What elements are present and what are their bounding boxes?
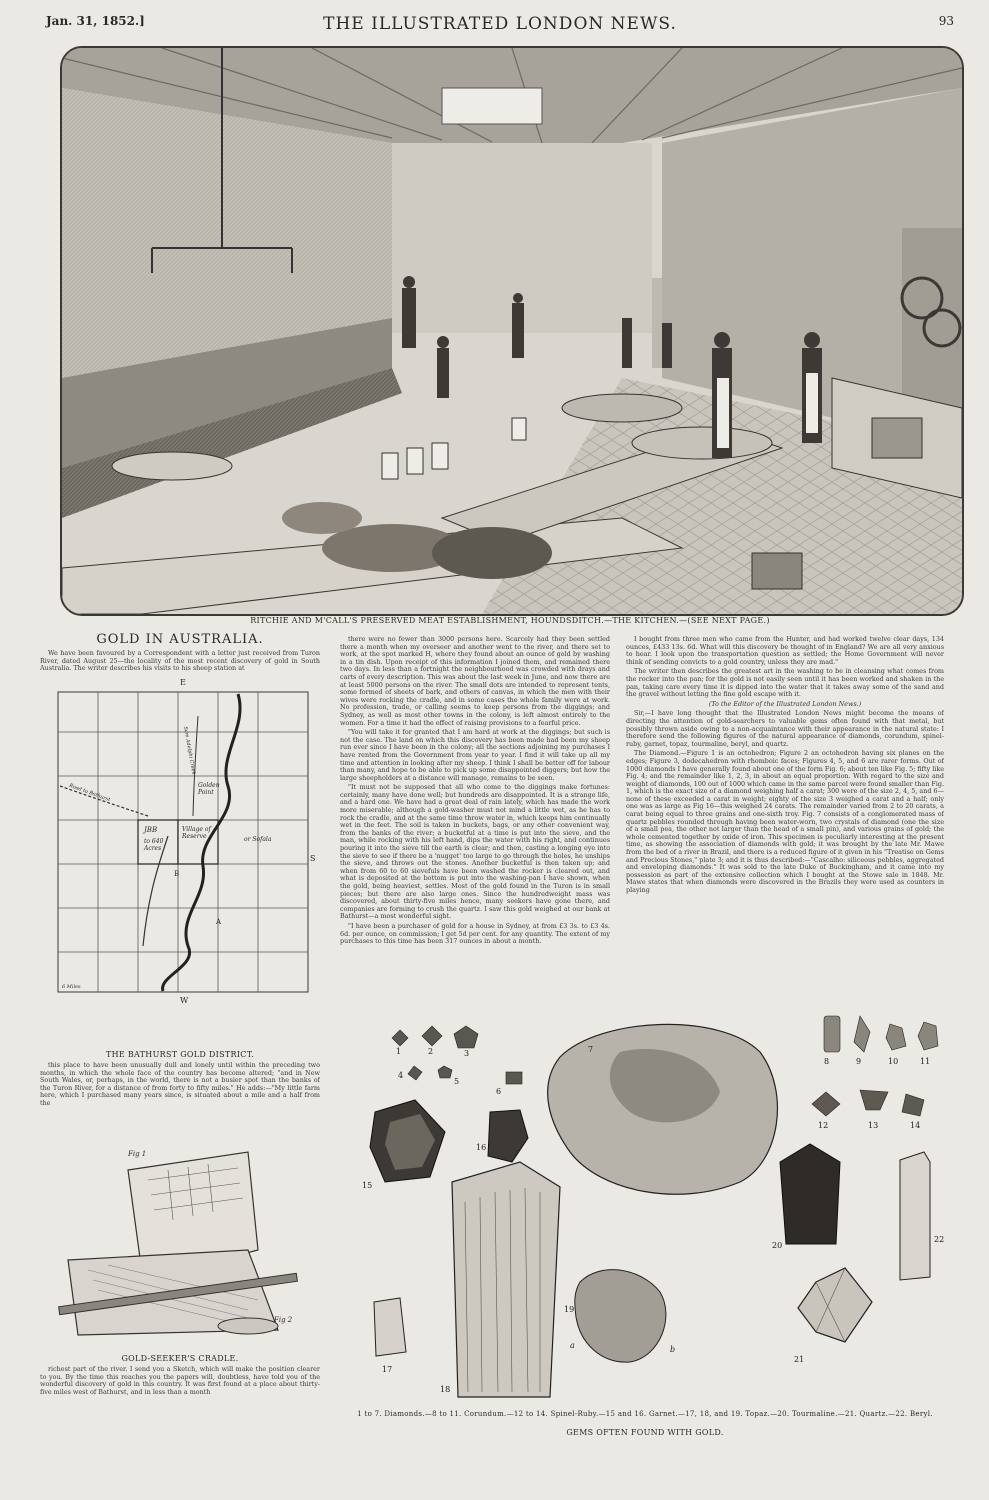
map-point-a: A <box>216 918 222 926</box>
gem-letter-label: a <box>570 1341 575 1350</box>
kitchen-engraving <box>60 46 964 616</box>
gem-spinel-13 <box>860 1090 888 1110</box>
gem-number-label: 21 <box>794 1355 805 1364</box>
bottom-paragraph: richest part of the river. I send you a Sketch, which will make the position clearer to you. By the time this reaches you the papers will, doubtless, have told you of the wonderful discovery of gold in this country. It was first found at a place about thirty-five miles west of Bathurst, and in less than a month <box>40 1366 320 1396</box>
gem-spinel-12 <box>812 1092 840 1116</box>
gem-diamond-4 <box>408 1066 422 1080</box>
gem-beryl-22 <box>900 1152 930 1280</box>
gem-number-label: 17 <box>382 1365 393 1374</box>
map-scale: 6 Miles <box>62 984 81 990</box>
gem-number-label: 4 <box>398 1071 404 1080</box>
gem-number-label: 19 <box>564 1305 575 1314</box>
gem-number-label: 11 <box>920 1057 931 1066</box>
map-road-label: Road to Bathurst <box>68 782 111 804</box>
masthead <box>40 14 960 40</box>
bathurst-map <box>48 678 316 1006</box>
article-heading: GOLD IN AUSTRALIA. <box>96 632 264 647</box>
column-3-paragraph: The Diamond.—Figure 1 is an octohedron; Figure 2 an octohedron having six planes on the edges; Figure 3, dodecahedron with rhomboic faces; Figures 4, 5, and 6 are rarer forms. Out of 1000 diamonds I have generally found about one of the form Fig. 6; about ten like Fig. 5; fifty like Fig. 4; and the remainder like 1, 2, 3, in about an equal proportion. With regard to the size and weight of diamonds, 100 out of 1000 which came in the same parcel were found smaller than Fig. 1, which is the exact size of a diamond weighing half a carat; 300 were of the size 2, 4, 5, and 6—none of these exceeded a carat in weight; eighty of the size 3 weighed a carat and a half; only one was as large as Fig 16—this weighed 24 carats. The remainder varied from 2 to 20 carats, a carat being equal to three grains and one-sixth troy. Fig. 7 consists of a conglomerated mass of quartz pebbles rounded through having been water-worn, two crystals of diamond (one the size of a small pea, the other not larger than the head of a small pin), and various grains of gold; the whole cemented together by oxide of iron. This specimen is peculiarly interesting at the present time, as showing the association of diamonds with gold; it was brought by the late Mr. Mawe from the bed of a river in Brazil, and there is a reduced figure of it given in his "Treatise on Gems and Precious Stones," plate 3; and it is thus described:—"Cascalho: siliceous pebbles, aggregated and enveloping diamonds." It was sold to the late Duke of Buckingham, and it came into my possession as part of the extensive collection which I bought at the Stowe sale in 1848. Mr. Mawe states that when diamonds were discovered in the Brazils they were used as counters in playing <box>626 749 944 894</box>
gem-number-label: 20 <box>772 1241 783 1250</box>
gem-number-label: 1 <box>396 1047 402 1056</box>
page-number: 93 <box>938 14 954 28</box>
gem-number-label: 15 <box>362 1181 373 1190</box>
intro-paragraph: We have been favoured by a Correspondent with a letter just received from Turon River, dated August 25—the locality of the most recent discovery of gold in South Australia. The writer describes his visits to his sheep station at <box>40 650 320 673</box>
gem-topaz-18 <box>452 1162 560 1397</box>
gem-diamond-2 <box>422 1026 442 1046</box>
cradle-fig-1-label: Fig 1 <box>128 1150 147 1158</box>
gem-number-label: 3 <box>464 1049 470 1058</box>
gem-number-label: 7 <box>588 1045 594 1054</box>
kitchen-caption: RITCHIE AND M'CALL'S PRESERVED MEAT ESTABLISHMENT, HOUNDSDITCH.—THE KITCHEN.—(SEE NEXT PAGE.) <box>250 616 770 625</box>
gem-diamond-1 <box>392 1030 408 1046</box>
newspaper-title: THE ILLUSTRATED LONDON NEWS. <box>323 14 677 34</box>
gem-corundum-10 <box>886 1024 906 1050</box>
gem-topaz-17 <box>374 1298 406 1356</box>
gem-number-label: 9 <box>856 1057 862 1066</box>
map-point-b: B <box>174 870 180 878</box>
gem-diamond-6 <box>506 1072 522 1084</box>
cradle-fig-2-label: Fig 2 <box>274 1316 293 1324</box>
gem-letter-label: b <box>670 1345 676 1354</box>
cradle-figure <box>48 1140 316 1350</box>
column-1-bottom <box>40 1366 320 1420</box>
column-2-paragraph: "I have been a purchaser of gold for a house in Sydney, at from £3 3s. to £3 4s. 6d. per ounce, on commission; I get 5d per cent. for any quantity. The extent of my purchases to this time has been 317 ounces in about a month. <box>340 921 610 946</box>
gem-corundum-8 <box>824 1016 840 1052</box>
map-golden-point: Golden Point <box>198 782 220 796</box>
map-east-label: S <box>310 854 316 863</box>
map-caption: THE BATHURST GOLD DISTRICT. <box>105 1050 255 1059</box>
gem-spinel-14 <box>902 1094 924 1116</box>
gem-corundum-11 <box>918 1022 938 1050</box>
gems-illustration <box>340 1012 950 1407</box>
map-north-label: E <box>180 678 186 687</box>
gem-diamond-3 <box>454 1026 478 1048</box>
cradle-caption: GOLD-SEEKER'S CRADLE. <box>121 1354 239 1363</box>
column-3 <box>626 636 944 1008</box>
map-village-label: Village of Reserve <box>182 826 211 840</box>
gem-number-label: 12 <box>818 1121 829 1130</box>
middle-paragraph: this place to have been unusually dull and lonely until within the preceding two months, in which the whole face of the country has become altered; "and in New South Wales, or, perhaps, in the world, there is not a busier spot than the banks of the Turon River, for a distance of from forty to fifty miles." He adds:—"My little farm here, which I purchased many years since, is situated about a mile and a half from the <box>40 1062 320 1107</box>
column-2 <box>340 636 610 1008</box>
gem-quartz-21 <box>798 1268 872 1342</box>
gem-number-label: 10 <box>888 1057 899 1066</box>
gems-caption: GEMS OFTEN FOUND WITH GOLD. <box>566 1428 724 1437</box>
gem-corundum-9 <box>854 1016 870 1052</box>
gem-tourmaline-20 <box>780 1144 840 1244</box>
column-1-middle <box>40 1062 320 1124</box>
column-2-paragraph: "You will take it for granted that I am hard at work at the diggings; but such is not the case. The land on which this discovery has been made had been my sheep run ever since I have been in the colony; all the sections adjoining my purchases I have rented from the Government from year to year. I find it will take up all my time and attention in looking after my sheep. I think I shall be better off for labour than many, and hope to be able to pick up some disappointed diggers; but how the large sheepholders at a distance will manage, remains to be seen. <box>340 728 610 782</box>
editor-address: (To the Editor of the Illustrated London News.) <box>708 699 862 708</box>
column-3-paragraph: The writer then describes the greatest art in the washing to be in cleansing what comes from the rocker into the pan; for the gold is not easily seen until it has been worked and shaken in the pan, taking care every time it is dipped into the water that it takes away some of the sand and the gravel without letting the fine gold escape with it. <box>626 667 944 699</box>
gem-number-label: 6 <box>496 1087 502 1096</box>
map-sofala-label: or Sofala <box>244 836 272 843</box>
gem-garnet-16 <box>488 1110 528 1162</box>
gems-legend: 1 to 7. Diamonds.—8 to 11. Corundum.—12 to 14. Spinel-Ruby.—15 and 16. Garnet.—17, 18, and 19. Topaz.—20. Tourmaline.—21. Quartz.—22. Beryl. <box>357 1410 933 1418</box>
gem-number-label: 13 <box>868 1121 879 1130</box>
gem-number-label: 22 <box>934 1235 945 1244</box>
gem-number-label: 8 <box>824 1057 830 1066</box>
map-jbb-label: JBB <box>144 826 158 834</box>
gem-topaz-19 <box>575 1270 666 1362</box>
map-acres-label: to 640 Acres <box>144 838 164 852</box>
gem-number-label: 2 <box>428 1047 434 1056</box>
gem-diamond-5 <box>438 1066 452 1078</box>
map-south-label: W <box>180 996 189 1005</box>
gem-number-label: 16 <box>476 1143 487 1152</box>
issue-date: Jan. 31, 1852.] <box>46 14 145 28</box>
gem-number-label: 14 <box>910 1121 921 1130</box>
column-2-paragraph: there were no fewer than 3000 persons here. Scarcely had they been settled there a month when my overseer and another went to the river, and there set to work, at the spot marked H, where they found about an ounce of gold by washing in a tin dish. Upon receipt of this information I joined them, and remained there two days. In less than a fortnight the neighbourhood was crowded with drays and carts of every description. This was about the last week in June, and now there are at least 5000 persons on the river. The small dots are intended to represent tents, some formed of sheets of bark, and others of canvas, in which the men with their wives were rocking the cradle, and in some cases the whole family were at work. No profession, trade, or calling seems to keep persons from the diggings; and Sydney, as well as most other towns in the colony, is left almost entirely to the women. For a time it had the effect of raising provisions to a fearful price. <box>340 636 610 727</box>
column-3-paragraph: Sir,—I have long thought that the Illustrated London News might become the means of directing the attention of gold-searchers to valuable gems often found with that metal, but possibly thrown aside owing to a non-acquaintance with their appearance in the natural state: I therefore send the following figures of the natural appearance of diamonds, corundum, spinel-ruby, garnet, topaz, tourmaline, beryl, and quartz. <box>626 709 944 748</box>
column-3-paragraph: I bought from three men who came from the Hunter, and had worked twelve clear days, 134 ounces, £433 13s. 6d. What will this discovery be thought of in England? We are all very anxious to hear. I look upon the transportation question as settled; the Home Government will never think of sending convicts to a gold country, unless they are mad." <box>626 636 944 666</box>
kitchen-illustration <box>62 48 962 614</box>
map-creek-label: Sam Adelphi Creek <box>182 726 197 776</box>
gem-number-label: 18 <box>440 1385 451 1394</box>
column-2-paragraph: "It must not be supposed that all who come to the diggings make fortunes: certainly, many have done well; but hundreds are disappointed. It is a strange life, and a hard one. We have had a great deal of rain lately, which has made the work more miserable; although a gold-washer must not mind a little wet, as he has to rock the cradle, and at the same time throw water in, which keeps him continually wet in the feet. The soil is taken in buckets, bags, or any other convenient way, from the banks of the river; a bucketful at a time is put into the sieve, and the man, while rocking with his left hand, dips the water with his right, and continues pouring it into the sieve till the earth is clear; and then, casting a longing eye into the sieve to see if there be a 'nugget' too large to go through the holes, he unships the sieve, and throws out the stones. Another bucketful is then taken up; and when from 60 to 60 sievefuls have been washed the rocker is cleared out, and what is deposited at the bottom is put into the washing-pan I have shown, when the gold, being heaviest, settles. Most of the gold found in the Turon is in small pieces; but there are also large ones. Since the hundredweight mass was discovered, about thirty-five miles hence, many seekers have gone there, and companies are forming to crush the quartz. I saw this gold weighed at our bank at Bathurst—a most wonderful sight. <box>340 783 610 921</box>
gem-number-label: 5 <box>454 1077 460 1086</box>
